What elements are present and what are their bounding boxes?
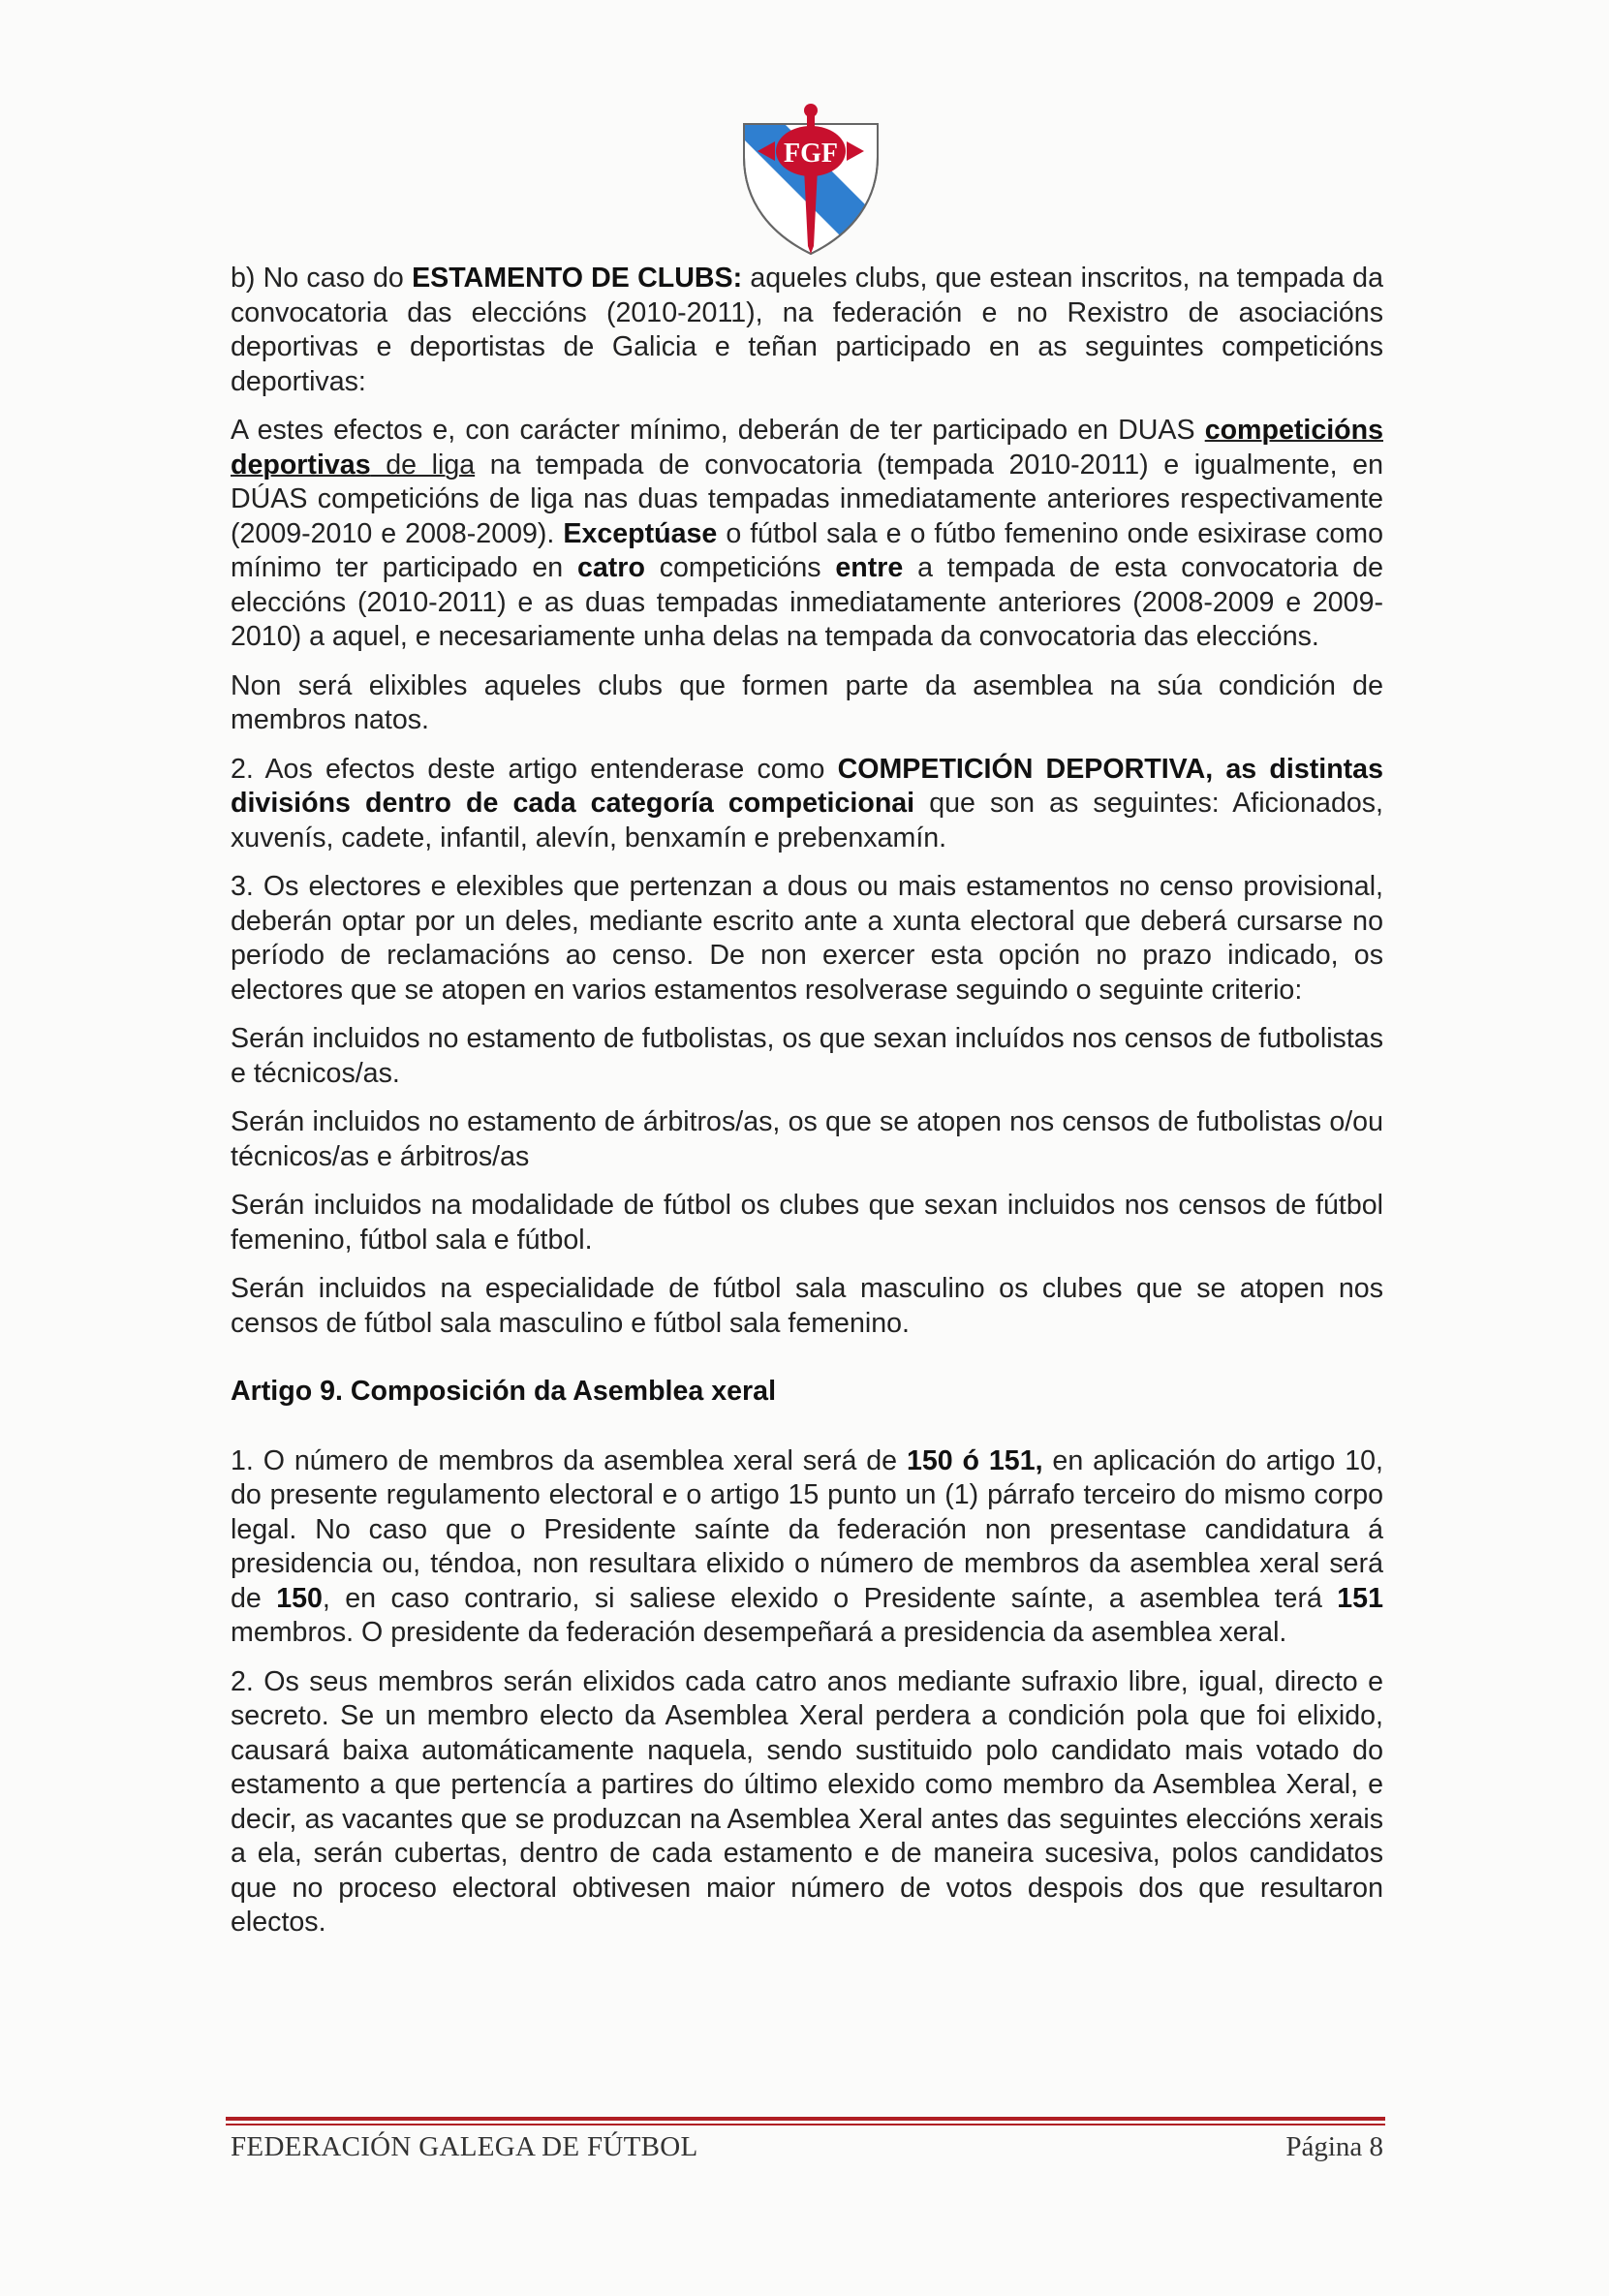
logo-text: FGF xyxy=(784,139,838,169)
paragraph-assembly-members: 1. O número de membros da asemblea xeral será de 150 ó 151, en aplicación do artigo 10, do presente regulamento electoral e o artigo 15 punto un (1) párrafo terceiro do mismo corpo legal. No caso que o Presidente saínte da federación non presentase candidatura á presidencia ou, téndoa, non resultara elixido o número de membros da asemblea xeral será de 150, en caso contrario, si saliese elexido o Presidente saínte, a asemblea terá 151 membros. O presidente da federación desempeñará a presidencia da asemblea xeral. xyxy=(231,1444,1383,1648)
document-body xyxy=(231,262,1383,1940)
page-number: Página 8 xyxy=(1285,2131,1383,2162)
paragraph-criterion-football: Serán incluidos na modalidade de fútbol os clubes que sexan incluidos nos censos de fútbol femenino, fútbol sala e fútbol. xyxy=(231,1190,1383,1256)
article-heading: Artigo 9. Composición da Asemblea xeral xyxy=(231,1376,777,1407)
paragraph-ineligible-clubs: Non será elixibles aqueles clubs que formen parte da asemblea na súa condición de membros natos. xyxy=(231,669,1383,735)
paragraph-election-method: 2. Os seus membros serán elixidos cada catro anos mediante sufraxio libre, igual, directo e secreto. Se un membro electo da Asemblea Xeral perdera a condición pola que foi elixido, causará baixa automáticamente naquela, sendo sustituido polo candidato mais votado do estamento a que pertencía a partires do último elexido como membro da Asemblea Xeral, e decir, as vacantes que se produzcan na Asemblea Xeral antes das seguintes eleccións xerais a ela, serán cubertas, dentro de cada estamento e de maneira sucesiva, polos candidatos que no proceso electoral obtivesen maior número de votos despois dos que resultaron electos. xyxy=(231,1665,1383,1938)
paragraph-criterion-referees: Serán incluidos no estamento de árbitros/as, os que se atopen nos censos de futbolistas o/ou técnicos/as e árbitros/as xyxy=(231,1106,1383,1172)
paragraph-criterion-futsal: Serán incluidos na especialidade de fútbol sala masculino os clubes que se atopen nos censos de fútbol sala masculino e fútbol sala femenino. xyxy=(231,1273,1383,1339)
paragraph-multiple-estates: 3. Os electores e elexibles que pertenzan a dous ou mais estamentos no censo provisional, deberán optar por un deles, mediante escrito ante a xunta electoral que deberá cursarse no período de reclamacións ao censo. De non exercer esta opción no prazo indicado, os electores que se atopen en varios estamentos resolverase seguindo o seguinte criterio: xyxy=(231,871,1383,1006)
page-footer xyxy=(231,2131,1383,2170)
footer-divider xyxy=(226,2117,1385,2125)
fgf-shield-logo xyxy=(736,101,885,256)
paragraph-effects: A estes efectos e, con carácter mínimo, deberán de ter participado en DUAS competicións deportivas de liga na tempada de convocatoria (tempada 2010-2011) e igualmente, en DÚAS competicións de liga nas duas tempadas inmediatamente anteriores respectivamente (2009-2010 e 2008-2009). Exceptúase o fútbol sala e o fútbo femenino onde esixirase como mínimo ter participado en catro competicións entre a tempada de esta convocatoria de eleccións (2010-2011) e as duas tempadas inmediatamente anteriores (2008-2009 e 2009-2010) a aquel, e necesariamente unha delas na tempada da convocatoria das eleccións. xyxy=(231,415,1384,652)
paragraph-competition-definition: 2. Aos efectos deste artigo entenderase como COMPETICIÓN DEPORTIVA, as distintas divisións dentro de cada categoría competicionai que son as seguintes: Aficionados, xuvenís, cadete, infantil, alevín, benxamín e prebenxamín. xyxy=(231,753,1383,853)
paragraph-criterion-footballers: Serán incluidos no estamento de futbolistas, os que sexan incluídos nos censos de futbolistas e técnicos/as. xyxy=(231,1023,1383,1089)
paragraph-clubs: b) No caso do ESTAMENTO DE CLUBS: aqueles clubs, que estean inscritos, na tempada da convocatoria das eleccións (2010-2011), na federación e no Rexistro de asociacións deportivas e deportistas de Galicia e teñan participado en as seguintes competicións deportivas: xyxy=(231,263,1383,397)
footer-organization: FEDERACIÓN GALEGA DE FÚTBOL xyxy=(231,2131,698,2162)
